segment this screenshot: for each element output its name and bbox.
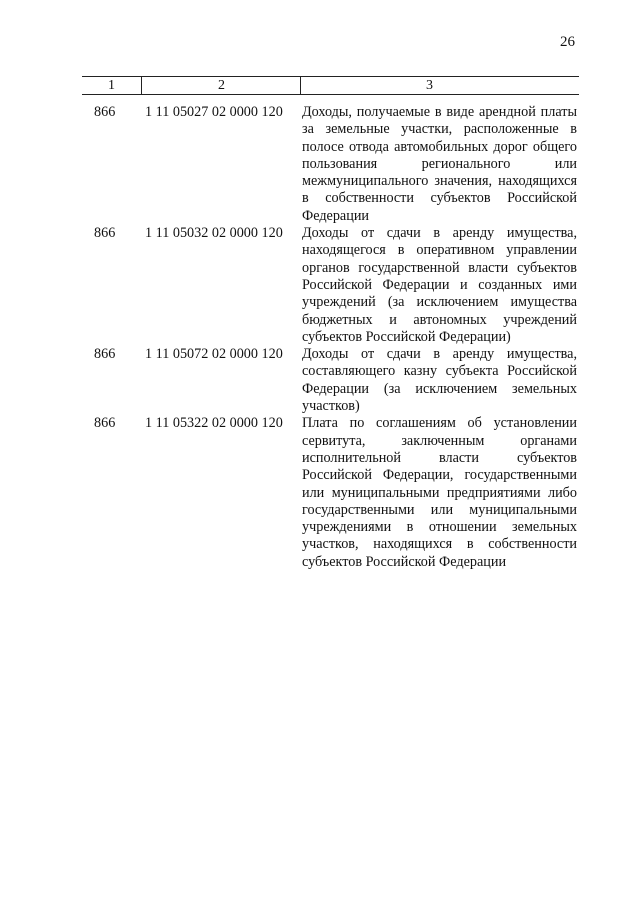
table-row	[0, 225, 638, 346]
column-number-1: 1	[108, 78, 115, 93]
revenue-description: Доходы от сдачи в аренду имущества, составляющего казну субъекта Российской Федерации (за исключением земельных участков)	[302, 346, 577, 415]
table-header	[82, 76, 579, 95]
column-divider	[300, 77, 301, 94]
page-number: 26	[560, 34, 575, 50]
revenue-code: 1 11 05072 02 0000 120	[145, 346, 283, 363]
column-number-2: 2	[218, 78, 225, 93]
revenue-code: 1 11 05322 02 0000 120	[145, 415, 283, 432]
table-row	[0, 104, 638, 225]
admin-code: 866	[94, 104, 116, 120]
admin-code: 866	[94, 346, 116, 363]
revenue-description: Доходы, получаемые в виде арендной платы за земельные участки, расположенные в полосе отвода автомобильных дорог общего пользования регионального или межмуниципального значения, находящихся в собственности субъектов Российской Федерации	[302, 104, 577, 224]
revenue-code: 1 11 05032 02 0000 120	[145, 225, 283, 242]
revenue-code: 1 11 05027 02 0000 120	[145, 104, 283, 120]
admin-code: 866	[94, 225, 116, 242]
revenue-description: Плата по соглашениям об установлении сервитута, заключенным органами исполнительной власти субъектов Российской Федерации, государственными или муниципальными предприятиями либо государственными или муниципальными учреждениями в отношении земельных участков, находящихся в собственности субъектов Российской Федерации	[302, 415, 577, 570]
admin-code: 866	[94, 415, 116, 432]
table-body	[0, 104, 638, 571]
revenue-description: Доходы от сдачи в аренду имущества, находящегося в оперативном управлении органов государственной власти субъектов Российской Федерации и созданных ими учреждений (за исключением имущества бюджетных и автономных учреждений субъектов Российской Федерации)	[302, 225, 577, 345]
table-row	[0, 346, 638, 415]
table-row	[0, 415, 638, 571]
column-number-3: 3	[426, 78, 433, 93]
column-divider	[141, 77, 142, 94]
